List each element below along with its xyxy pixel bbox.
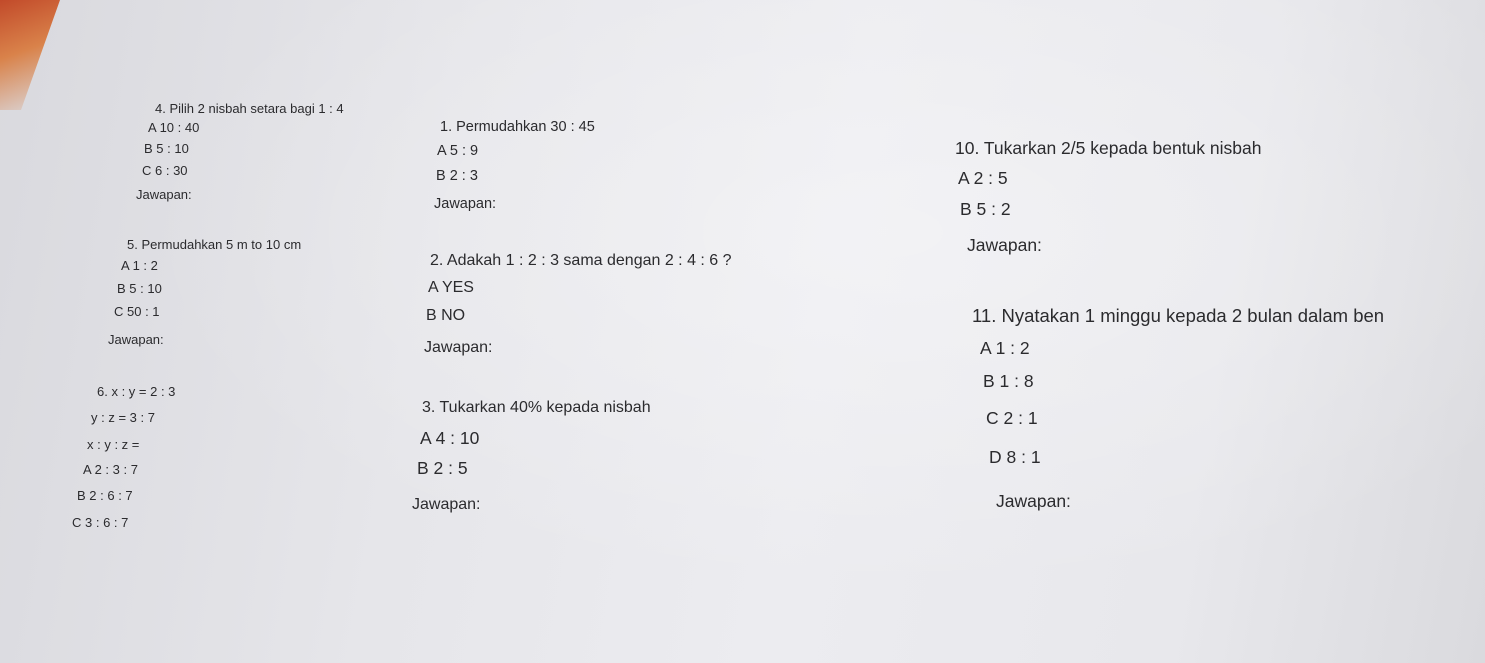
q4-option-c: C 6 : 30 xyxy=(142,163,188,178)
q4-answer-label: Jawapan: xyxy=(136,187,192,202)
q4-title: 4. Pilih 2 nisbah setara bagi 1 : 4 xyxy=(155,101,344,116)
q3-option-b: B 2 : 5 xyxy=(417,458,468,478)
q1-title: 1. Permudahkan 30 : 45 xyxy=(440,119,595,135)
q5-option-b: B 5 : 10 xyxy=(117,281,162,296)
q10-title: 10. Tukarkan 2/5 kepada bentuk nisbah xyxy=(955,138,1262,158)
q11-title: 11. Nyatakan 1 minggu kepada 2 bulan dalam ben xyxy=(972,305,1385,326)
q1-option-a: A 5 : 9 xyxy=(437,143,479,159)
q2-answer-label: Jawapan: xyxy=(424,339,493,356)
q5-title: 5. Permudahkan 5 m to 10 cm xyxy=(127,237,302,252)
q11-option-b: B 1 : 8 xyxy=(983,371,1034,391)
q2-title: 2. Adakah 1 : 2 : 3 sama dengan 2 : 4 : 6 ? xyxy=(430,252,732,269)
q6-line1: 6. x : y = 2 : 3 xyxy=(97,384,176,399)
q4-option-a: A 10 : 40 xyxy=(148,120,200,135)
q3-option-a: A 4 : 10 xyxy=(420,428,480,448)
q3-answer-label: Jawapan: xyxy=(412,496,481,513)
q2-option-b: B NO xyxy=(426,307,466,324)
q5-option-a: A 1 : 2 xyxy=(121,258,158,273)
q11-option-c: C 2 : 1 xyxy=(986,408,1038,428)
q6-option-b: B 2 : 6 : 7 xyxy=(77,488,133,503)
q11-option-a: A 1 : 2 xyxy=(980,338,1030,358)
q10-option-b: B 5 : 2 xyxy=(960,199,1011,219)
q6-line3: x : y : z = xyxy=(87,437,140,452)
q3-title: 3. Tukarkan 40% kepada nisbah xyxy=(422,399,651,416)
q4-option-b: B 5 : 10 xyxy=(144,141,189,156)
q2-option-a: A YES xyxy=(428,279,474,296)
q10-option-a: A 2 : 5 xyxy=(958,168,1008,188)
q6-option-c: C 3 : 6 : 7 xyxy=(72,515,129,530)
q10-answer-label: Jawapan: xyxy=(967,235,1042,255)
q1-answer-label: Jawapan: xyxy=(434,196,497,212)
q6-line2: y : z = 3 : 7 xyxy=(91,410,155,425)
q11-option-d: D 8 : 1 xyxy=(989,447,1041,467)
q11-answer-label: Jawapan: xyxy=(996,491,1071,511)
q5-answer-label: Jawapan: xyxy=(108,332,164,347)
q5-option-c: C 50 : 1 xyxy=(114,304,160,319)
q6-option-a: A 2 : 3 : 7 xyxy=(83,462,138,477)
q1-option-b: B 2 : 3 xyxy=(436,168,478,184)
